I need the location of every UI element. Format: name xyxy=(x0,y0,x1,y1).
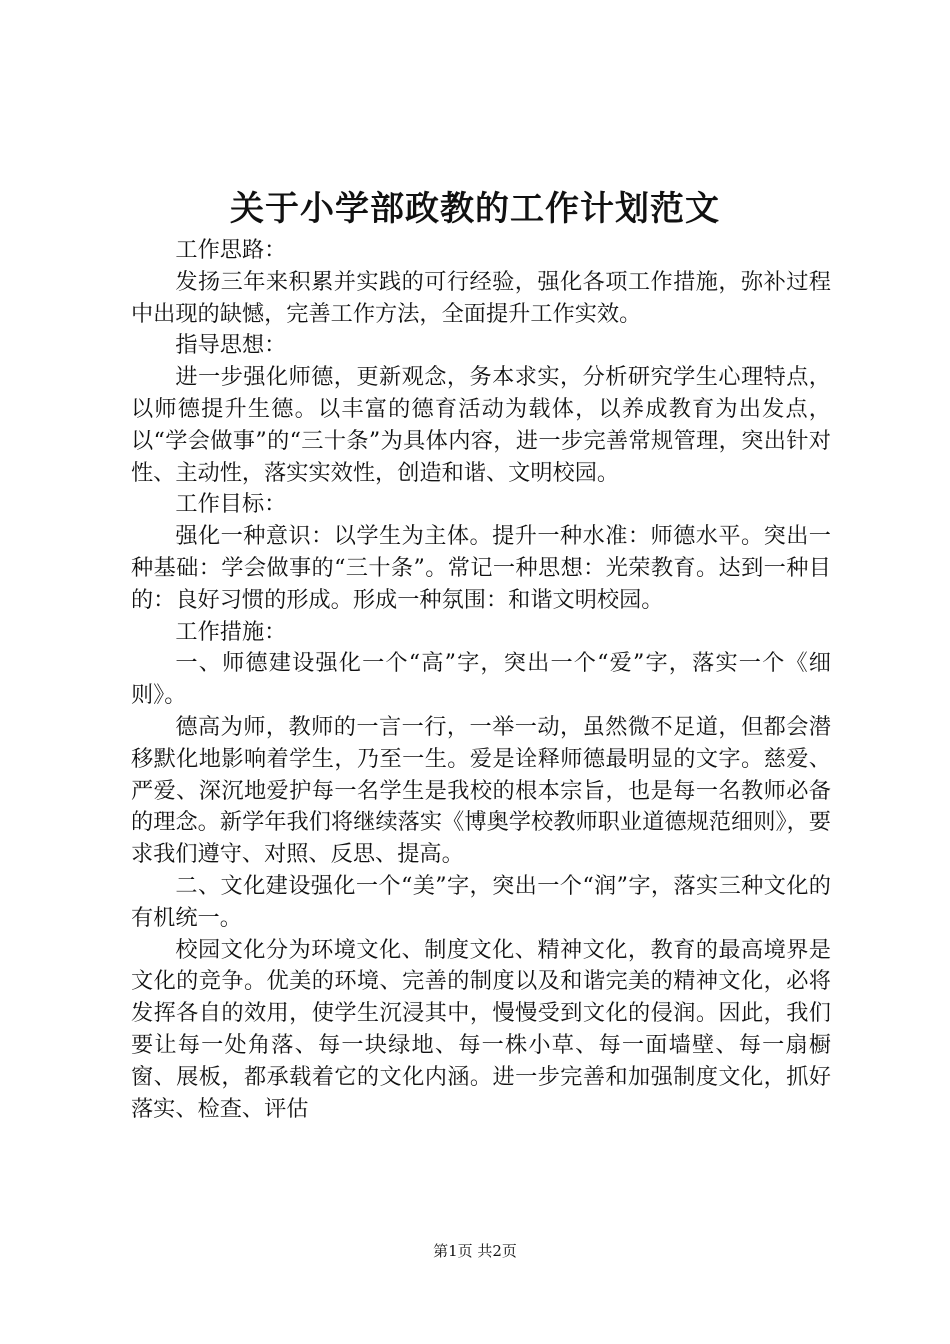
heading-work-measures: 工作措施： xyxy=(175,618,287,645)
paragraph-work-approach: 发扬三年来积累并实践的可行经验，强化各项工作措施，弥补过程中出现的缺憾，完善工作方法，全面提升工作实效。 xyxy=(131,268,831,327)
heading-work-approach: 工作思路： xyxy=(175,237,287,263)
measure-two-heading: 二、文化建设强化一个“美”字，突出一个“润”字，落实三种文化的有机统一。 xyxy=(131,872,831,931)
document-body xyxy=(131,235,831,1125)
measure-two-paragraph: 校园文化分为环境文化、制度文化、精神文化，教育的最高境界是文化的竞争。优美的环境、完善的制度以及和谐完美的精神文化，必将发挥各自的效用，使学生沉浸其中，慢慢受到文化的侵润。因此，我们要让每一处角落、每一块绿地、每一株小草、每一面墙壁、每一扇橱窗、展板，都承载着它的文化内涵。进一步完善和加强制度文化，抓好落实、检查、评估 xyxy=(131,936,831,1122)
heading-guiding-ideology: 指导思想： xyxy=(175,332,287,359)
paragraph-guiding-ideology: 进一步强化师德，更新观念，务本求实，分析研究学生心理特点，以师德提升生德。以丰富的德育活动为载体，以养成教育为出发点，以“学会做事”的“三十条”为具体内容，进一步完善常规管理，突出针对性、主动性，落实实效性，创造和谐、文明校园。 xyxy=(131,364,831,486)
paragraph-work-goals: 强化一种意识：以学生为主体。提升一种水准：师德水平。突出一种基础：学会做事的“三十条”。常记一种思想：光荣教育。达到一种目的：良好习惯的形成。形成一种氛围：和谐文明校园。 xyxy=(131,523,831,613)
measure-one-heading: 一、师德建设强化一个“高”字，突出一个“爱”字，落实一个《细则》。 xyxy=(131,650,831,709)
measure-one-paragraph: 德高为师，教师的一言一行，一举一动，虽然微不足道，但都会潜移默化地影响着学生，乃至一生。爱是诠释师德最明显的文字。慈爱、严爱、深沉地爱护每一名学生是我校的根本宗旨，也是每一名教师必备的理念。新学年我们将继续落实《博奥学校教师职业道德规范细则》，要求我们遵守、对照、反思、提高。 xyxy=(131,713,831,868)
page-footer: 第1页 共2页 xyxy=(433,1242,517,1260)
heading-work-goals: 工作目标： xyxy=(175,491,287,518)
document-title: 关于小学部政教的工作计划范文 xyxy=(230,189,720,229)
